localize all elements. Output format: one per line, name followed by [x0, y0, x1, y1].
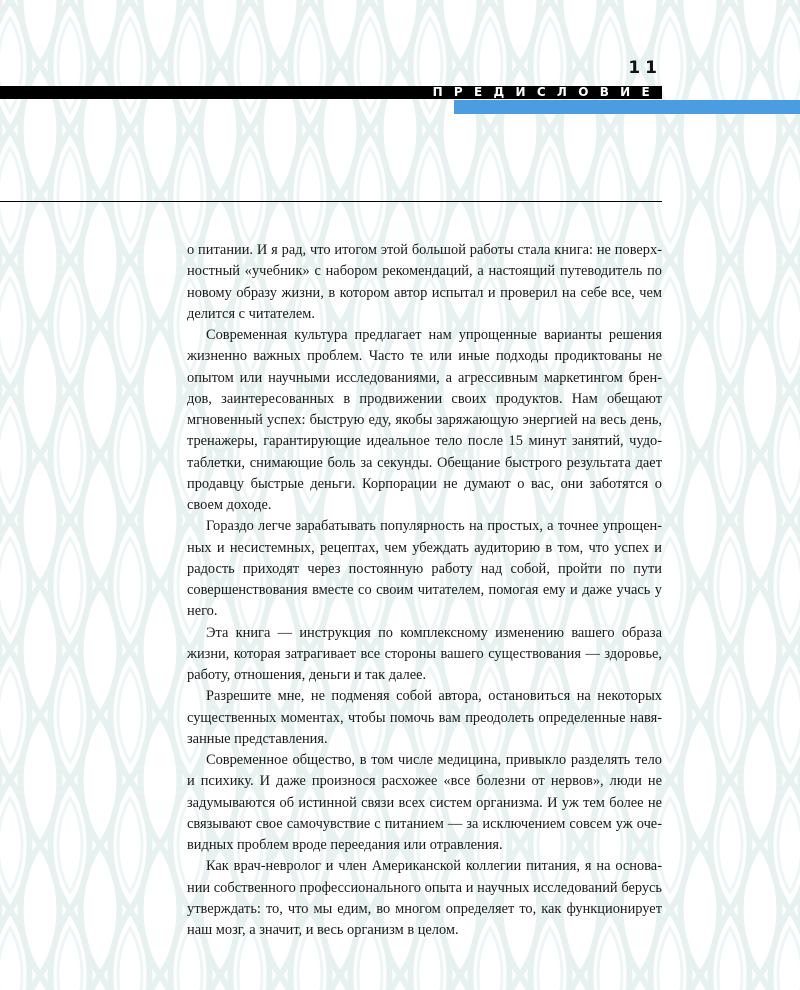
section-title: ПРЕДИСЛОВИЕ [432, 85, 661, 99]
page-number: 11 [628, 58, 662, 78]
paragraph: Разрешите мне, не подменяя собой автора, остановиться на некоторых существенных моментах, чтобы помочь вам преодолеть определенные навязанные представления. [187, 688, 662, 747]
paragraph: о питании. И я рад, что итогом этой большой работы стала книга: не поверхностный «учебник» с набором рекомендаций, а настоящий путеводитель по новому образу жизни, в котором автор испытал и проверил на себе все, чем делится с читателем. [187, 242, 662, 322]
paragraph: Современная культура предлагает нам упрощенные варианты решения жизненно важных проблем. Часто те или иные подходы продиктованы не опытом или научными исследованиями, а агрессивным маркетингом брендов, заинтересованных в продвижении своих продуктов. Нам обещают мгновенный успех: быструю еду, якобы заряжающую энергией на весь день, тренажеры, гарантирующие идеальное тело после 15 минут занятий, чудо-таблетки, снимающие боль за секунды. Обещание быстрого результата дает продавцу быстрые деньги. Корпорации не думают о вас, они заботятся о своем доходе. [187, 327, 662, 513]
body-text [187, 240, 662, 941]
accent-bar [454, 100, 800, 114]
paragraph: Гораздо легче зарабатывать популярность на простых, а точнее упрощенных и несистемных, рецептах, чем убеждать аудиторию в том, что успех и радость приходят через постоянную работу над собой, пройти по пути совершенствования вместе со своим читателем, помогая ему и даже учась у него. [187, 518, 662, 620]
paragraph: Как врач-невролог и член Американской коллегии питания, я на основании собственного профессионального опыта и научных исследований берусь утверждать: то, что мы едим, во многом определяет то, как функционирует наш мозг, а значит, и весь организм в целом. [187, 858, 662, 938]
paragraph: Эта книга — инструкция по комплексному изменению вашего образа жизни, которая затрагивает все стороны вашего существования — здоровье, работу, отношения, деньги и так далее. [187, 624, 662, 683]
top-rule [0, 201, 662, 202]
paragraph: Современное общество, в том числе медицина, привыкло разделять тело и психику. И даже произнося расхожее «все болезни от нервов», люди не задумываются об истинной связи всех систем организма. И уж тем более не связывают свое самочувствие с питанием — за исключением совсем уж очевидных проблем вроде переедания или отравления. [187, 752, 662, 853]
